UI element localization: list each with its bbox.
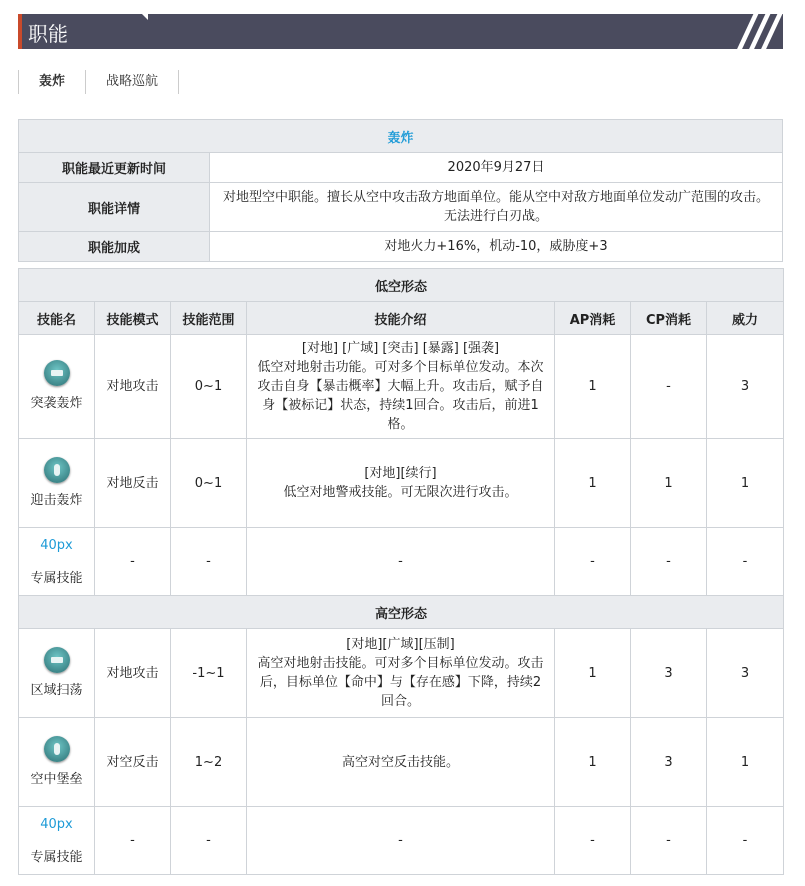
- skill-cp: -: [631, 335, 707, 439]
- table-row: [19, 807, 784, 875]
- table-row: [19, 335, 784, 439]
- skill-ap: 1: [555, 629, 631, 718]
- col-skill-mode: 技能模式: [95, 302, 171, 335]
- skill-bomb-icon: [44, 360, 70, 386]
- skill-mode: 对地反击: [95, 439, 171, 528]
- skill-range: 1~2: [171, 718, 247, 807]
- skill-ap: -: [555, 528, 631, 596]
- col-skill-range: 技能范围: [171, 302, 247, 335]
- summary-value-detail: 对地型空中职能。擅长从空中攻击敌方地面单位。能从空中对敌方地面单位发动广范围的攻击。无法进行白刃战。: [210, 183, 783, 232]
- col-skill-desc: 技能介绍: [247, 302, 555, 335]
- skill-power: 1: [707, 718, 784, 807]
- skill-power: 3: [707, 629, 784, 718]
- skill-name[interactable]: 专属技能: [30, 849, 83, 865]
- summary-value-bonus: 对地火力+16%，机动-10，威胁度+3: [210, 232, 783, 262]
- skill-bomb-icon: [44, 647, 70, 673]
- skill-mode: 对地攻击: [95, 335, 171, 439]
- skill-power: 1: [707, 439, 784, 528]
- table-row: [19, 629, 784, 718]
- summary-title: 轰炸: [19, 120, 783, 153]
- skill-ap: 1: [555, 335, 631, 439]
- col-skill-name: 技能名: [19, 302, 95, 335]
- skill-range: 0~1: [171, 335, 247, 439]
- skill-mode: 对空反击: [95, 718, 171, 807]
- skill-counter-icon: [44, 736, 70, 762]
- skill-name[interactable]: 区域扫荡: [30, 682, 83, 698]
- skill-range: -: [171, 528, 247, 596]
- table-row: [19, 718, 784, 807]
- section-low-altitude: 低空形态: [19, 269, 784, 302]
- col-power: 威力: [707, 302, 784, 335]
- section-title: 职能: [28, 22, 68, 46]
- skill-name[interactable]: 空中堡垒: [30, 771, 83, 787]
- skill-cp: 3: [631, 718, 707, 807]
- skill-tags: [对地] [广域] [突击] [暴露] [强袭]: [301, 341, 500, 356]
- skill-counter-icon: [44, 457, 70, 483]
- skill-cp: -: [631, 807, 707, 875]
- header-notch: [142, 14, 148, 20]
- col-cp-cost: CP消耗: [631, 302, 707, 335]
- skill-ap: -: [555, 807, 631, 875]
- skill-ap: 1: [555, 439, 631, 528]
- role-tabs: [18, 70, 179, 94]
- skill-desc: 高空对地射击技能。可对多个目标单位发动。攻击后，目标单位【命中】与【存在感】下降，持续2回合。: [257, 656, 544, 709]
- skill-mode: -: [95, 807, 171, 875]
- tab-strategic-cruise[interactable]: 战略巡航: [85, 70, 179, 94]
- skill-mode: -: [95, 528, 171, 596]
- skill-tags: [对地][续行]: [364, 466, 437, 481]
- summary-value-updated: 2020年9月27日: [210, 153, 783, 183]
- skill-cp: 3: [631, 629, 707, 718]
- skill-power: 3: [707, 335, 784, 439]
- section-high-altitude: 高空形态: [19, 596, 784, 629]
- skill-desc: 低空对地警戒技能。可无限次进行攻击。: [283, 485, 518, 500]
- tab-bombing[interactable]: 轰炸: [18, 70, 85, 94]
- skill-desc: -: [247, 807, 555, 875]
- skill-power: -: [707, 807, 784, 875]
- skill-power: -: [707, 528, 784, 596]
- skill-ap: 1: [555, 718, 631, 807]
- summary-label-bonus: 职能加成: [19, 232, 210, 262]
- summary-label-detail: 职能详情: [19, 183, 210, 232]
- section-header: [18, 14, 783, 49]
- skill-cp: 1: [631, 439, 707, 528]
- skill-desc: 高空对空反击技能。: [247, 718, 555, 807]
- skills-table: [18, 268, 784, 875]
- skill-range: 0~1: [171, 439, 247, 528]
- skill-range: -1~1: [171, 629, 247, 718]
- skill-name[interactable]: 专属技能: [30, 570, 83, 586]
- col-ap-cost: AP消耗: [555, 302, 631, 335]
- skill-name[interactable]: 迎击轰炸: [30, 492, 83, 508]
- skill-cp: -: [631, 528, 707, 596]
- summary-label-updated: 职能最近更新时间: [19, 153, 210, 183]
- table-row: [19, 528, 784, 596]
- header-stripes-decoration: [737, 14, 783, 49]
- skill-mode: 对地攻击: [95, 629, 171, 718]
- skill-tags: [对地][广域][压制]: [346, 637, 455, 652]
- skill-desc: -: [247, 528, 555, 596]
- image-placeholder-link[interactable]: 40px: [40, 537, 73, 553]
- skill-name[interactable]: 突袭轰炸: [30, 396, 83, 411]
- table-row: [19, 439, 784, 528]
- role-summary-table: [18, 119, 783, 262]
- skill-range: -: [171, 807, 247, 875]
- image-placeholder-link[interactable]: 40px: [40, 816, 73, 832]
- skill-desc: 低空对地射击功能。可对多个目标单位发动。本次攻击自身【暴击概率】大幅上升。攻击后，赋予自身【被标记】状态，持续1回合。攻击后，前进1格。: [257, 360, 544, 432]
